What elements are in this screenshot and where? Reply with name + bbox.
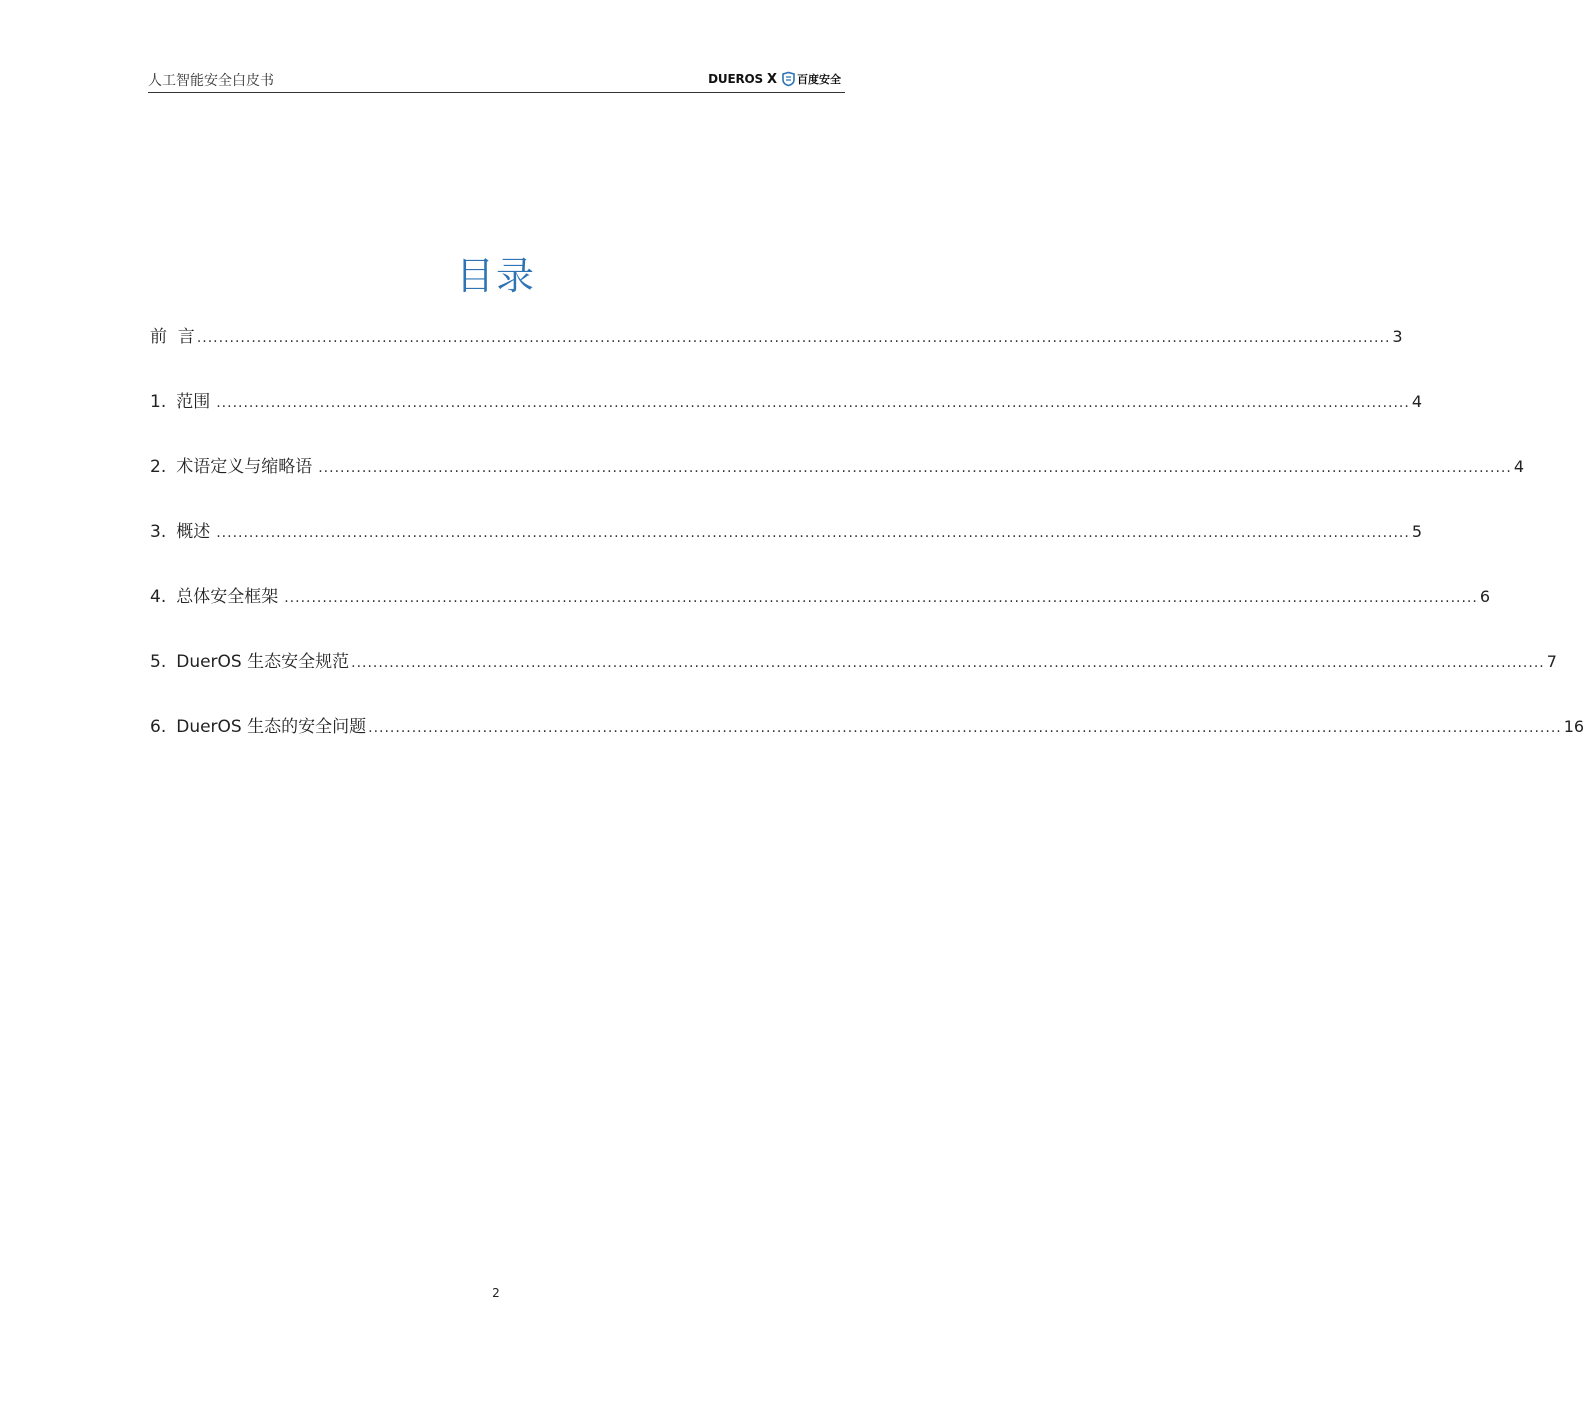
toc-entry-number: 4. <box>150 587 167 607</box>
toc-entry[interactable] <box>150 517 1423 582</box>
toc-entry-page: 4 <box>1513 457 1525 476</box>
toc-entry[interactable] <box>150 322 1403 387</box>
dueros-logo: DUEROS <box>708 72 763 86</box>
header-title: 人工智能安全白皮书 <box>148 73 274 89</box>
page-number: 2 <box>492 1286 500 1300</box>
toc-entry-label: 术语定义与缩略语 <box>176 457 313 477</box>
toc-entry[interactable] <box>150 582 1491 647</box>
toc-entry-page: 3 <box>1392 327 1403 346</box>
toc-entry-page: 7 <box>1546 652 1557 671</box>
toc-entry-page: 6 <box>1479 587 1491 606</box>
toc-entry-page: 16 <box>1563 717 1584 736</box>
toc-entry-label: DuerOS 生态的安全问题 <box>176 717 367 737</box>
toc-entry[interactable] <box>150 387 1423 452</box>
collab-x-mark: X <box>766 71 777 87</box>
toc-entry[interactable] <box>150 647 1557 712</box>
toc-entry-number: 2. <box>150 457 167 477</box>
toc-leader-dots: ........................................................................................................................................................................................................................... <box>284 590 1478 606</box>
toc-entry-number: 5. <box>150 652 167 672</box>
toc-leader-dots: ........................................................................................................................................................................................................................... <box>196 330 1391 346</box>
baidu-security-logo <box>782 71 841 87</box>
header-logos <box>708 71 841 87</box>
toc-entry-label: 前 言 <box>150 327 195 347</box>
toc-entry-page: 4 <box>1411 392 1423 411</box>
toc-entry-number: 6. <box>150 717 167 737</box>
toc-entry[interactable] <box>150 712 1584 777</box>
toc-entry-number: 1. <box>150 392 167 412</box>
toc-entry-label: DuerOS 生态安全规范 <box>176 652 350 672</box>
table-of-contents <box>150 322 1584 777</box>
toc-leader-dots: ........................................................................................................................................................................................................................... <box>368 720 1562 736</box>
toc-entry-label: 范围 <box>176 392 211 412</box>
toc-entry-label: 总体安全框架 <box>176 587 279 607</box>
toc-title: 目录 <box>455 254 536 298</box>
toc-leader-dots: ........................................................................................................................................................................................................................... <box>318 460 1512 476</box>
baidu-shield-icon <box>782 72 795 86</box>
toc-leader-dots: ........................................................................................................................................................................................................................... <box>351 655 1545 671</box>
toc-entry[interactable] <box>150 452 1525 517</box>
toc-leader-dots: ........................................................................................................................................................................................................................... <box>216 395 1410 411</box>
toc-entry-page: 5 <box>1411 522 1423 541</box>
baidu-logo-text: 百度安全 <box>797 73 841 86</box>
page-header <box>148 66 845 93</box>
toc-entry-label: 概述 <box>176 522 211 542</box>
toc-entry-number: 3. <box>150 522 167 542</box>
toc-leader-dots: ........................................................................................................................................................................................................................... <box>216 525 1410 541</box>
